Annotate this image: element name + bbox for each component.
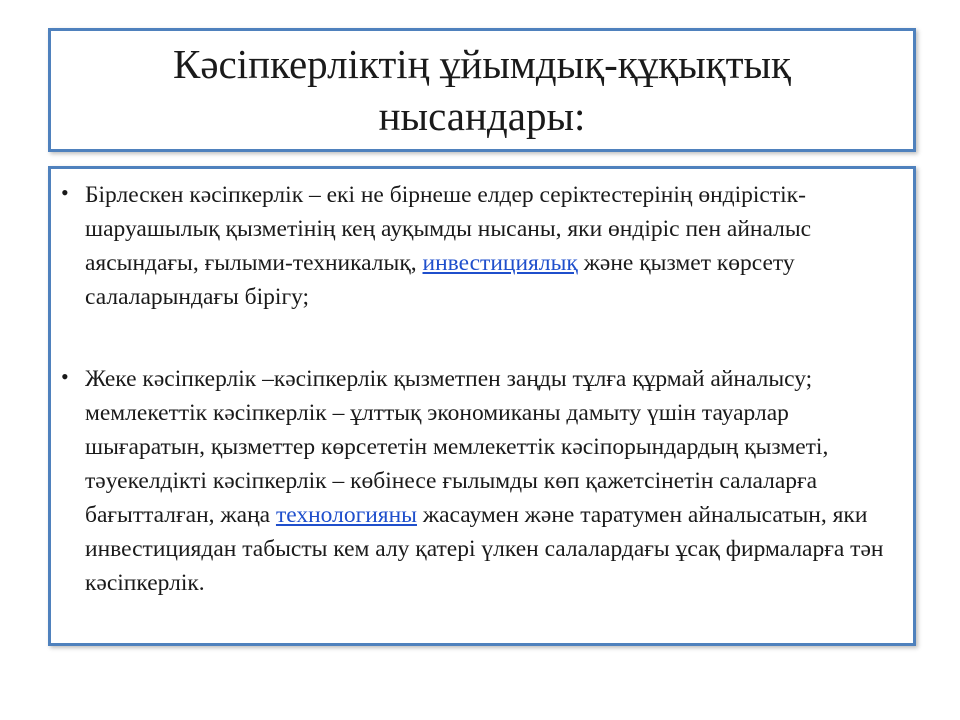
content-box [48,166,916,646]
bullet-text-before-link: Бірлескен кәсіпкерлік – екі не бірнеше елдер серіктестерінің өндірістік-шаруашылық қызметінің кең ауқымды нысаны, яки өндіріс пен айналыс аясындағы, ғылыми-техникалық, [85,182,812,276]
bullet-item-joint-entrepreneurship [61,178,885,314]
bullet-item-private-entrepreneurship [61,362,885,600]
bullet-text-after-link: жасаумен және таратумен айналысатын, яки инвестициядан табысты кем алу қатері үлкен салалардағы ұсақ фирмаларға тән кәсіпкерлік. [85,502,884,596]
bullet-text-before-link: Жеке кәсіпкерлік –кәсіпкерлік қызметпен заңды тұлға құрмай айналысу; мемлекеттік кәсіпкерлік – ұлттық экономиканы дамыту үшін тауарлар шығаратын, қызметтер көрсететін мемлекеттік кәсіпорындардың қызметі, тәуекелдікті кәсіпкерлік – көбінесе ғылымды көп қажетсінетін салаларға бағытталған, жаңа [85,366,829,528]
technology-link[interactable]: технологияны [275,502,417,528]
investment-link[interactable]: инвестициялық [422,250,578,276]
bullet-text-after-link: және қызмет көрсету салаларындағы бірігу; [85,250,795,310]
slide-title: Кәсіпкерліктің ұйымдық-құқықтық нысандары: [173,41,791,139]
title-box [48,28,916,152]
bullet-icon: • [61,364,69,389]
bullet-icon: • [61,180,69,205]
